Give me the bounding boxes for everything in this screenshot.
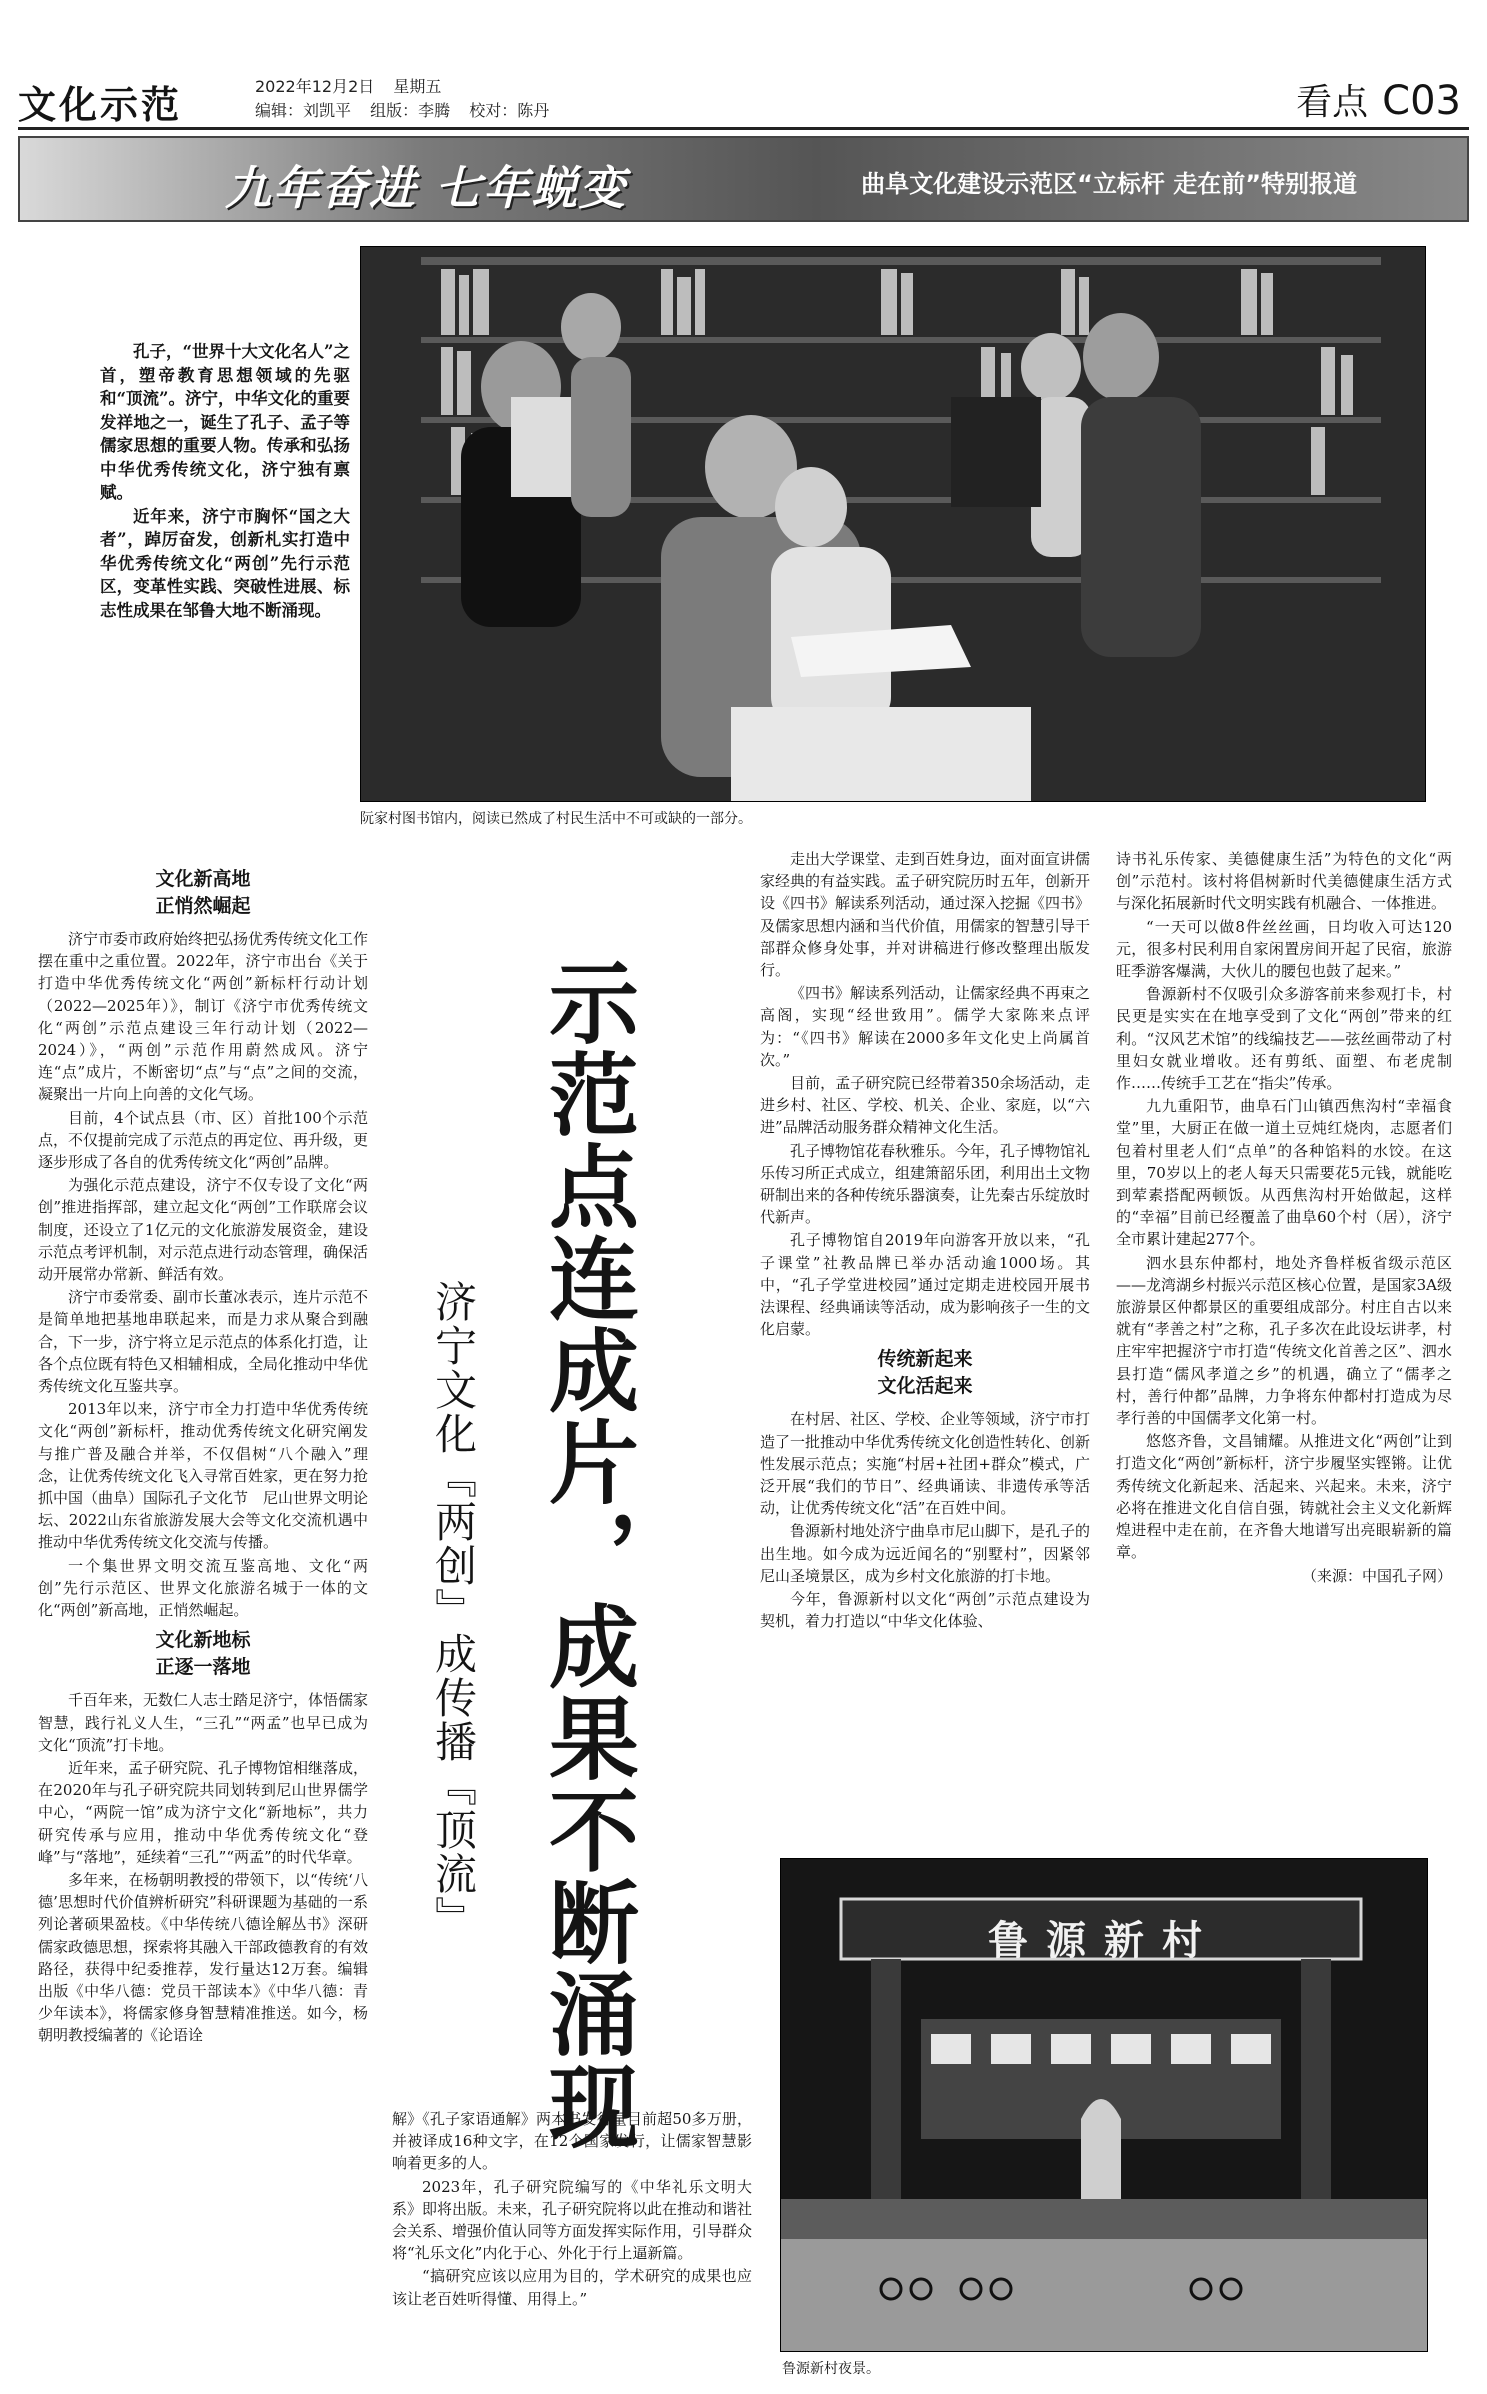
body-paragraph: 2013年以来，济宁市全力打造中华优秀传统文化“两创”新标杆，推动优秀传统文化研究阐发与推广普及融合并举，不仅倡树“八个融入”理念，让优秀传统文化飞入寻常百姓家，更在努力抢抓中国（曲阜）国际孔子文化节 尼山世界文明论坛、2022山东省旅游发展大会等文化交流机遇中推动中华优秀传统文化交流与传播。 <box>38 1400 369 1552</box>
page-label: 看点 <box>1296 82 1369 123</box>
body-paragraph: 在村居、社区、学校、企业等领域，济宁市打造了一批推动中华优秀传统文化创造性转化、创新性发展示范点；实施“村居+社团+群众”模式，广泛开展“我们的节日”、经典诵读、非遗传承等活动，让优秀传统文化“活”在百姓中间。 <box>760 1410 1091 1518</box>
body-paragraph: “一天可以做8件丝丝画，日均收入可达120元，很多村民利用自家闲置房间开起了民宿，旅游旺季游客爆满，大伙儿的腰包也鼓了起来。” <box>1116 917 1452 981</box>
subhead-line: 正悄然崛起 <box>155 895 251 917</box>
column-1 <box>38 860 368 2048</box>
section-name: 文化示范 <box>18 83 183 127</box>
body-paragraph: 多年来，在杨朝明教授的带领下，以“传统‘八德’思想时代价值辨析研究”科研课题为基础的一系列论著硕果盈枝。《中华传统八德诠解丛书》深研儒家政德思想，探索将其融入干部政德教育的有效路径，获得中纪委推荐，发行量达12万套。编辑出版《中华八德：党员干部读本》《中华八德：青少年读本》，将儒家修身智慧精准推送。如今，杨朝明教授编著的《论语诠 <box>38 1870 369 2045</box>
headline: 示范点连成片，成果不断涌现 <box>533 956 638 2152</box>
library-photo-illustration <box>361 247 1426 802</box>
village-gate-sign: 鲁源新村 <box>988 1918 1220 1964</box>
library-reading-photo <box>360 246 1426 802</box>
banner-series-title: 曲阜文化建设示范区“立标杆 走在前”特别报道 <box>861 170 1357 198</box>
article-source: （来源：中国孔子网） <box>1301 1566 1452 1585</box>
column-3 <box>760 848 1090 1634</box>
body-paragraph: 鲁源新村地处济宁曲阜市尼山脚下，是孔子的出生地。如今成为远近闻名的“别墅村”，因紧邻尼山圣境景区，成为乡村文化旅游的打卡地。 <box>760 1522 1091 1585</box>
issue-weekday: 星期五 <box>393 77 442 96</box>
body-paragraph: 近年来，孟子研究院、孔子博物馆相继落成，在2020年与孔子研究院共同划转到尼山世界儒学中心，“两院一馆”成为济宁文化“新地标”，共力研究传承与应用，推动中华优秀传统文化“登峰”与“落地”，延续着“三孔”“两孟”的时代华章。 <box>38 1758 369 1866</box>
body-paragraph: 2023年，孔子研究院编写的《中华礼乐文明大系》即将出版。未来，孔子研究院将以此在推动和谐社会关系、增强价值认同等方面发挥实际作用，引导群众将“礼乐文化”内化于心、外化于行上逼新篇。 <box>392 2177 753 2263</box>
subhead-line: 正逐一落地 <box>155 1656 251 1679</box>
body-paragraph: 泗水县东仲都村，地处齐鲁样板省级示范区——龙湾湖乡村振兴示范区核心位置，是国家3A级旅游景区仲都景区的重要组成部分。村庄自古以来就有“孝善之村”之称，孔子多次在此设坛讲孝，村庄牢牢把握济宁市打造“传统文化首善之区”、泗水县打造“儒风孝道之乡”的机遇，确立了“儒孝之村，善行仲都”品牌，力争将东仲都村打造成为尽孝行善的中国儒孝文化第一村。 <box>1116 1253 1452 1428</box>
body-paragraph: 孔子博物馆花春秋雅乐。今年，孔子博物馆礼乐传习所正式成立，组建箫韶乐团，利用出土文物研制出来的各种传统乐器演奏，让先秦古乐绽放时代新声。 <box>760 1141 1091 1227</box>
body-paragraph: 走出大学课堂、走到百姓身边，面对面宣讲儒家经典的有益实践。孟子研究院历时五年，创新开设《四书》解读系列活动，通过深入挖掘《四书》及儒家思想内涵和当代价值，用儒家的智慧引导干部群众修身处事，并对讲稿进行修改整理出版发行。 <box>760 850 1091 980</box>
banner-slogan: 九年奋进 七年蜕变 <box>225 161 628 215</box>
village-night-photo <box>780 1858 1428 2352</box>
body-paragraph: 鲁源新村不仅吸引众多游客前来参观打卡，村民更是实实在在地享受到了文化“两创”带来的红利。“汉风艺术馆”的线编技艺——弦丝画带动了村里妇女就业增收。还有剪纸、面塑、布老虎制作……传统手工艺在“指尖”传承。 <box>1116 985 1452 1093</box>
body-paragraph: 一个集世界文明交流互鉴高地、文化“两创”先行示范区、世界文化旅游名城于一体的文化“两创”新高地，正悄然崛起。 <box>38 1556 368 1620</box>
article-intro <box>100 340 350 622</box>
issue-date-line <box>255 74 455 97</box>
body-paragraph: 济宁市委市政府始终把弘扬优秀传统文化工作摆在重中之重位置。2022年，济宁市出台《关于打造中华优秀传统文化“两创”新标杆行动计划（2022—2025年）》，制订《济宁市优秀传统文化“两创”示范点建设三年行动计划（2022—2024）》，“两创”示范作用蔚然成风。济宁连“点”成片，不断密切“点”与“点”之间的交流，凝聚出一片向上向善的文化气场。 <box>38 930 369 1104</box>
body-paragraph: 《四书》解读系列活动，让儒家经典不再束之高阁，实现“经世致用”。儒学大家陈来点评为：“《四书》解读在2000多年文化史上尚属首次。” <box>760 984 1091 1069</box>
subhead <box>760 1346 1090 1400</box>
photo-bottom-caption: 鲁源新村夜景。 <box>782 2361 880 2377</box>
subhead <box>38 1627 368 1681</box>
intro-paragraph: 孔子，“世界十大文化名人”之首，塑帝教育思想领域的先驱和“顶流”。济宁，中华文化的重要发祥地之一，诞生了孔子、孟子等儒家思想的重要人物。传承和弘扬中华优秀传统文化，济宁独有禀赋。 <box>100 342 350 502</box>
issue-date: 2022年12月2日 <box>255 77 375 96</box>
subhead-line: 文化新高地 <box>155 868 251 890</box>
page-tag <box>1296 74 1461 125</box>
subhead-line: 传统新起来 <box>877 1348 973 1371</box>
body-paragraph: 诗书礼乐传家、美德健康生活”为特色的文化“两创”示范村。该村将倡树新时代美德健康生活方式与深化拓展新时代文明实践有机融合、一体推进。 <box>1116 850 1452 913</box>
page-number: C03 <box>1382 78 1461 124</box>
layout-credit: 组版：李腾 <box>370 101 451 120</box>
subhead-line: 文化活起来 <box>877 1375 973 1398</box>
subhead <box>38 866 368 920</box>
body-paragraph: 解》《孔子家语通解》两本书发行量目前超50多万册，并被译成16种文字，在12个国家发行，让儒家智慧影响着更多的人。 <box>392 2110 752 2173</box>
staff-line <box>255 98 563 121</box>
subheadline: 济宁文化『两创』成传播『顶流』 <box>429 1280 478 1940</box>
body-paragraph: 今年，鲁源新村以文化“两创”示范点建设为契机，着力打造以“中华文化体验、 <box>760 1590 1090 1631</box>
body-paragraph: 目前，孟子研究院已经带着350余场活动，走进乡村、社区、学校、机关、企业、家庭，以“六进”品牌活动服务群众精神文化生活。 <box>760 1074 1090 1137</box>
body-paragraph: 九九重阳节，曲阜石门山镇西焦沟村“幸福食堂”里，大厨正在做一道土豆炖红烧肉，志愿者们包着村里老人们“点单”的各种馅料的水饺。在这里，70岁以上的老人每天只需要花5元钱，就能吃到荤素搭配两顿饭。从西焦沟村开始做起，这样的“幸福”目前已经覆盖了曲阜60个村（居），济宁全市累计建起277个。 <box>1116 1097 1452 1249</box>
series-banner <box>18 136 1469 222</box>
subhead-line: 文化新地标 <box>155 1629 251 1652</box>
header-rule <box>18 127 1469 130</box>
body-paragraph: “搞研究应该以应用为目的，学术研究的成果也应该让老百姓听得懂、用得上。” <box>392 2267 752 2308</box>
body-paragraph: 济宁市委常委、副市长董冰表示，连片示范不是简单地把基地串联起来，而是力求从聚合到融合，下一步，济宁将立足示范点的体系化打造，让各个点位既有特色又相辅相成，全局化推动中华优秀传统文化互鉴共享。 <box>38 1288 369 1396</box>
proof-credit: 校对：陈丹 <box>469 101 550 120</box>
body-paragraph: 目前，4个试点县（市、区）首批100个示范点，不仅提前完成了示范点的再定位、再升级，更逐步形成了各自的优秀传统文化“两创”品牌。 <box>38 1108 369 1172</box>
photo-top-caption: 阮家村图书馆内，阅读已然成了村民生活中不可或缺的一部分。 <box>360 811 752 827</box>
body-paragraph: 千百年来，无数仁人志士踏足济宁，体悟儒家智慧，践行礼义人生，“三孔”“两孟”也早已成为文化“顶流”打卡地。 <box>38 1691 369 1754</box>
column-2-continuation <box>392 2108 752 2311</box>
body-paragraph: 孔子博物馆自2019年向游客开放以来，“孔子课堂”社教品牌已举办活动逾1000场。其中，“孔子学堂进校园”通过定期走进校园开展书法课程、经典诵读等活动，成为影响孩子一生的文化启蒙。 <box>760 1231 1091 1339</box>
column-4 <box>1116 848 1452 1588</box>
editor-credit: 编辑：刘凯平 <box>255 101 352 120</box>
intro-paragraph: 近年来，济宁市胸怀“国之大者”，踔厉奋发，创新札实打造中华优秀传统文化“两创”先行示范区，变革性实践、突破性进展、标志性成果在邹鲁大地不断涌现。 <box>100 506 350 620</box>
body-paragraph: 为强化示范点建设，济宁不仅专设了文化“两创”推进指挥部，建立起文化“两创”工作联席会议制度，还设立了1亿元的文化旅游发展资金，建设示范点考评机制，对示范点进行动态管理，确保活动开展常办常新、鲜活有效。 <box>38 1176 369 1284</box>
body-paragraph: 悠悠齐鲁，文昌铺耀。从推进文化“两创”让到打造文化“两创”新标杆，济宁步履坚实铿锵。让优秀传统文化新起来、活起来、兴起来。未来，济宁必将在推进文化自信自强，铸就社会主义文化新辉煌进程中走在前，在齐鲁大地谱写出亮眼崭新的篇章。 <box>1116 1432 1452 1562</box>
